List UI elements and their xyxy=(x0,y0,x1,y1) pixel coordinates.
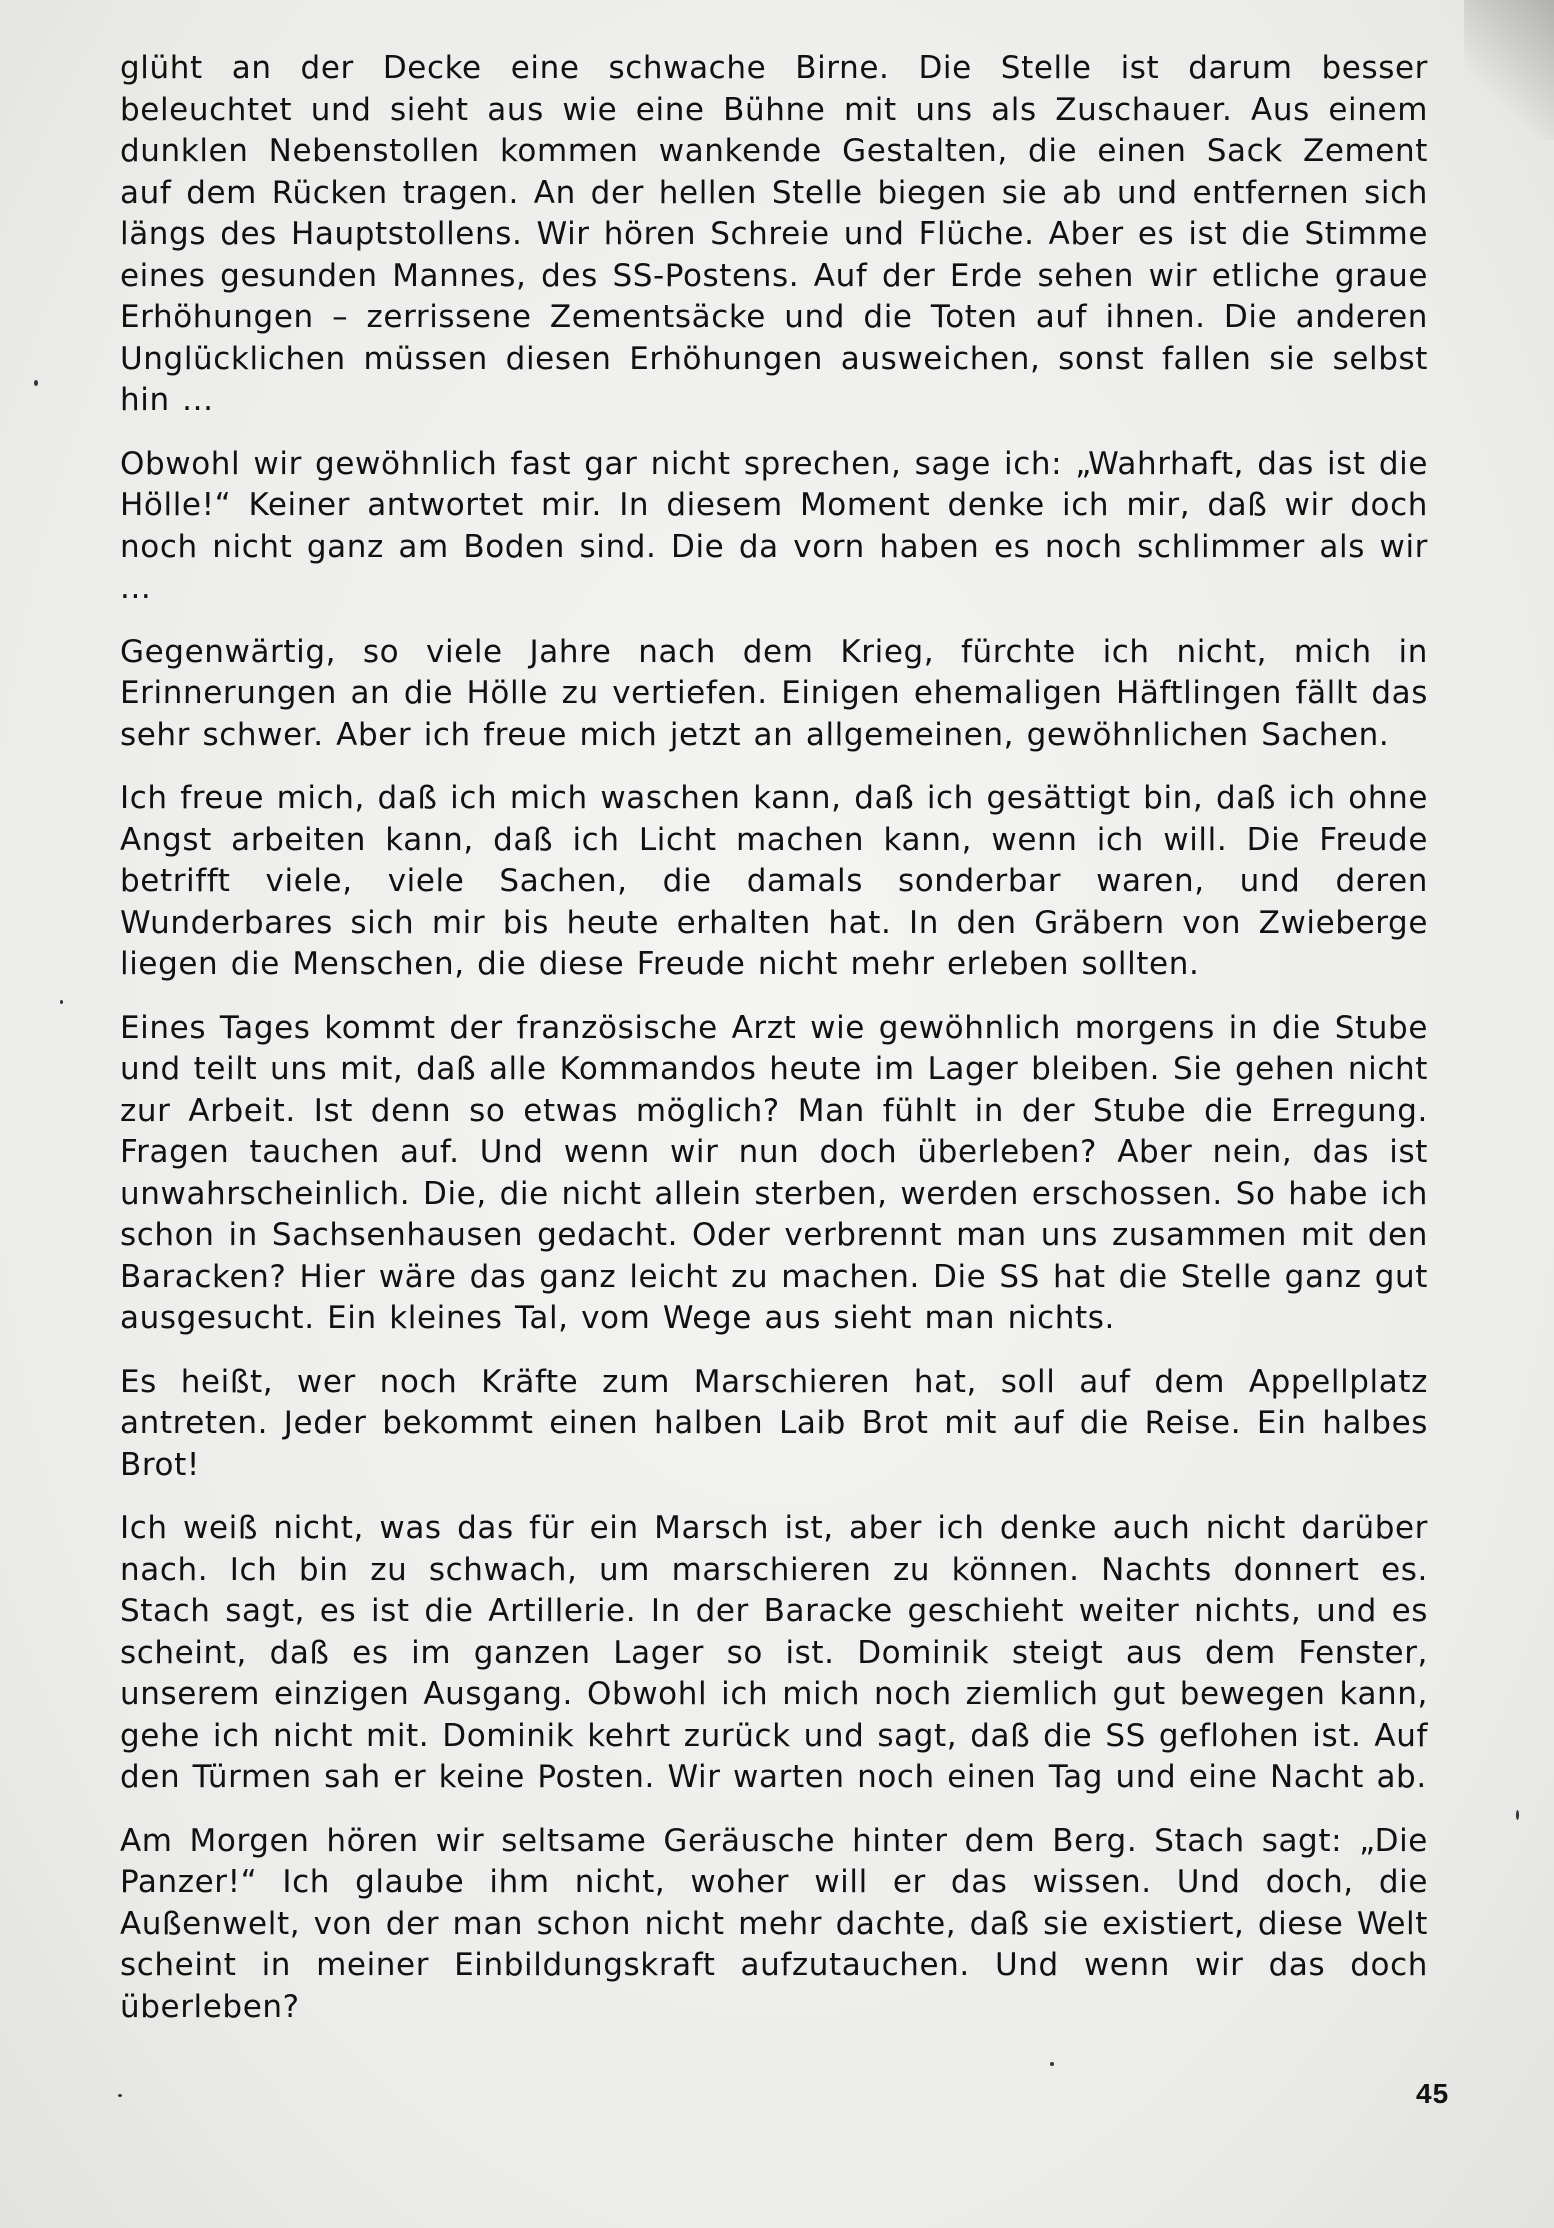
paragraph: Ich freue mich, daß ich mich waschen kann, daß ich gesättigt bin, daß ich ohne Angst arbeiten kann, daß ich Licht machen kann, wenn ich will. Die Freude betrifft viele, viele Sachen, die damals sonderbar waren, und deren Wunderbares sich mir bis heute erhalten hat. In den Gräbern von Zwieberge liegen die Menschen, die diese Freude nicht mehr erleben sollten. xyxy=(120,780,1428,982)
scan-speck xyxy=(34,380,38,386)
paragraph: glüht an der Decke eine schwache Birne. Die Stelle ist darum besser beleuchtet und sieht aus wie eine Bühne mit uns als Zuschauer. Aus einem dunklen Nebenstollen kommen wankende Gestalten, die einen Sack Zement auf dem Rücken tragen. An der hellen Stelle biegen sie ab und entfernen sich längs des Hauptstollens. Wir hören Schreie und Flüche. Aber es ist die Stimme eines gesunden Mannes, des SS-Postens. Auf der Erde sehen wir etliche graue Erhöhungen – zerrissene Zementsäcke und die Toten auf ihnen. Die anderen Unglücklichen müssen diesen Erhöhungen ausweichen, sonst fallen sie selbst hin ... xyxy=(120,50,1428,418)
scan-speck xyxy=(118,2094,122,2097)
paragraph: Gegenwärtig, so viele Jahre nach dem Krieg, fürchte ich nicht, mich in Erinnerungen an die Hölle zu vertiefen. Einigen ehemaligen Häftlingen fällt das sehr schwer. Aber ich freue mich jetzt an allgemeinen, gewöhnlichen Sachen. xyxy=(120,633,1428,753)
scan-speck xyxy=(60,1000,63,1004)
paragraph: Es heißt, wer noch Kräfte zum Marschieren hat, soll auf dem Appellplatz antreten. Jeder bekommt einen halben Laib Brot mit auf die Reise. Ein halbes Brot! xyxy=(120,1363,1428,1483)
scan-speck xyxy=(1516,1810,1519,1820)
paragraph: Eines Tages kommt der französische Arzt wie gewöhnlich morgens in die Stube und teilt uns mit, daß alle Kommandos heute im Lager bleiben. Sie gehen nicht zur Arbeit. Ist denn so etwas möglich? Man fühlt in der Stube die Erregung. Fragen tauchen auf. Und wenn wir nun doch überleben? Aber nein, das ist unwahrscheinlich. Die, die nicht allein sterben, werden erschossen. So habe ich schon in Sachsenhausen gedacht. Oder verbrennt man uns zusammen mit den Baracken? Hier wäre das ganz leicht zu machen. Die SS hat die Stelle ganz gut ausgesucht. Ein kleines Tal, vom Wege aus sieht man nichts. xyxy=(120,1009,1428,1336)
paragraph: Ich weiß nicht, was das für ein Marsch ist, aber ich denke auch nicht darüber nach. Ich bin zu schwach, um marschieren zu können. Nachts donnert es. Stach sagt, es ist die Artillerie. In der Baracke geschieht weiter nichts, und es scheint, daß es im ganzen Lager so ist. Dominik steigt aus dem Fenster, unserem einzigen Ausgang. Obwohl ich mich noch ziemlich gut bewegen kann, gehe ich nicht mit. Dominik kehrt zurück und sagt, daß die SS geflohen ist. Auf den Türmen sah er keine Posten. Wir warten noch einen Tag und eine Nacht ab. xyxy=(120,1510,1428,1795)
body-text xyxy=(120,48,1428,2050)
paragraph: Am Morgen hören wir seltsame Geräusche hinter dem Berg. Stach sagt: „Die Panzer!“ Ich glaube ihm nicht, woher will er das wissen. Und doch, die Außenwelt, von der man schon nicht mehr dachte, daß sie existiert, diese Welt scheint in meiner Einbildungskraft aufzutauchen. Und wenn wir das doch überleben? xyxy=(120,1822,1428,2025)
scan-speck xyxy=(1050,2062,1054,2066)
page-edge-shadow xyxy=(1464,0,1554,140)
page-number: 45 xyxy=(1416,2078,1450,2109)
paragraph: Obwohl wir gewöhnlich fast gar nicht sprechen, sage ich: „Wahrhaft, das ist die Hölle!“ Keiner antwortet mir. In diesem Moment denke ich mir, daß wir doch noch nicht ganz am Boden sind. Die da vorn haben es noch schlimmer als wir ... xyxy=(120,445,1428,606)
